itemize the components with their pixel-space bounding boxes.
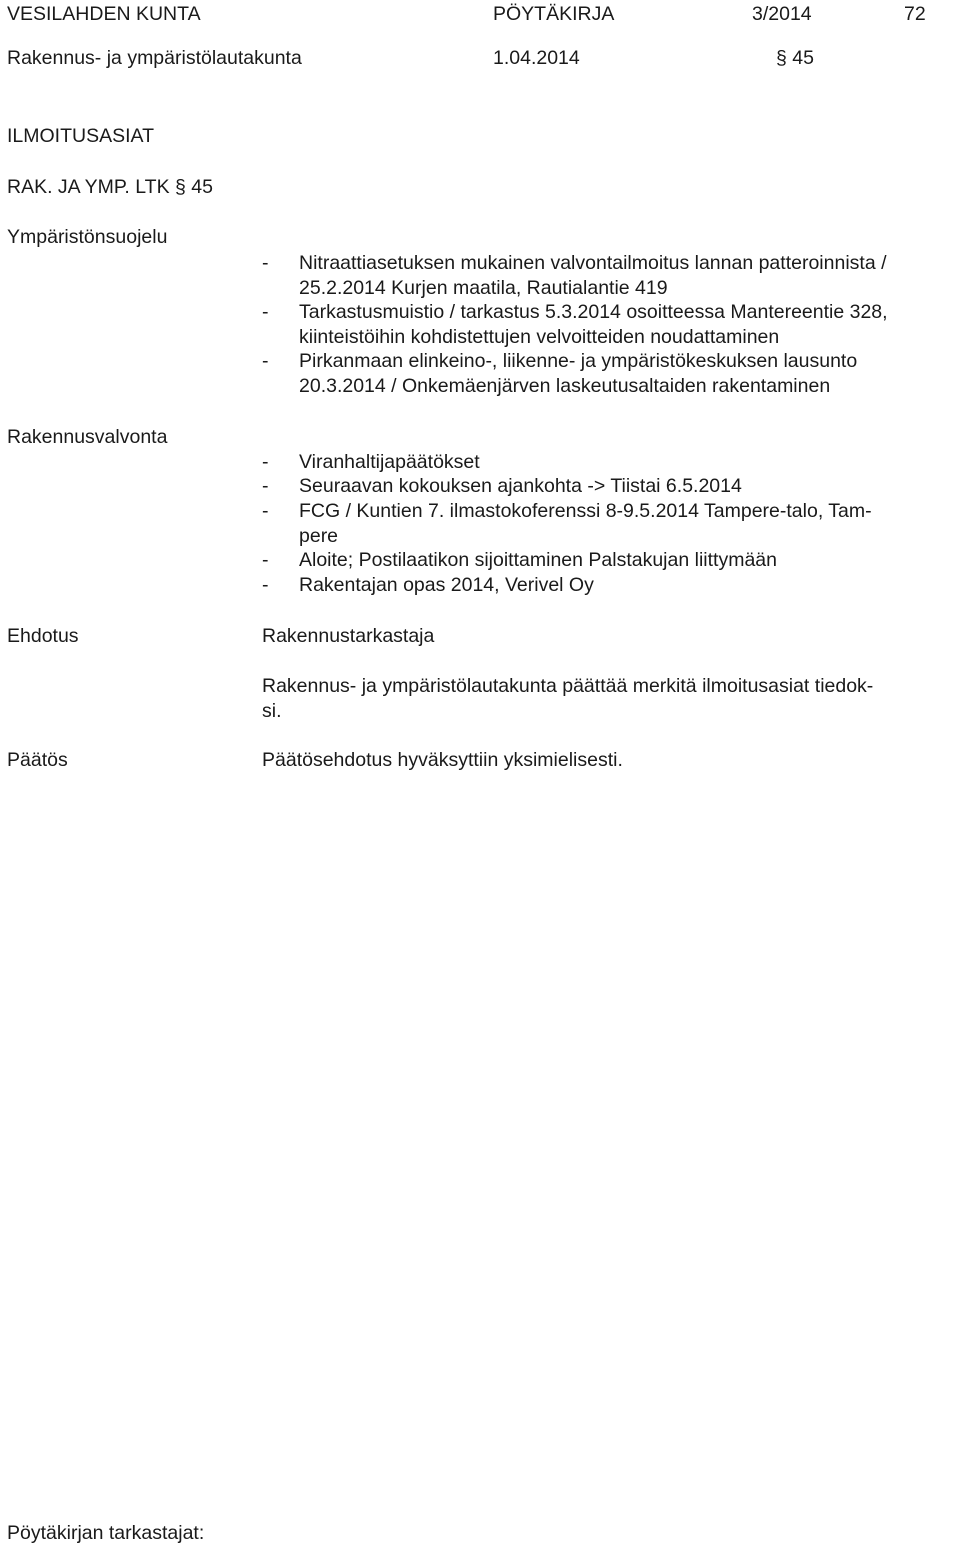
environment-heading: Ympäristönsuojelu [7, 226, 168, 248]
section-symbol: § [776, 47, 787, 69]
list-dash: - [262, 574, 269, 596]
list-item-text [299, 300, 888, 349]
decision-heading: Päätös [7, 749, 68, 771]
list-dash: - [262, 549, 269, 571]
proposal-presenter: Rakennustarkastaja [262, 625, 435, 647]
list-item-text [299, 499, 872, 548]
list-dash: - [262, 301, 269, 323]
list-item-text [299, 573, 594, 598]
list-item-text [299, 251, 887, 300]
proposal-line: Rakennus- ja ympäristölautakunta päättää merkitä ilmoitusasiat tiedok- [262, 675, 874, 697]
list-item-line: kiinteistöihin kohdistettujen velvoitteiden noudattaminen [299, 325, 780, 348]
municipality-name: VESILAHDEN KUNTA [7, 3, 201, 25]
list-item-text [299, 450, 480, 475]
list-item-line: Tarkastusmuistio / tarkastus 5.3.2014 osoitteessa Mantereentie 328, [299, 301, 888, 323]
list-item-text [299, 474, 742, 499]
building-heading: Rakennusvalvonta [7, 426, 168, 448]
page-number: 72 [904, 3, 926, 25]
list-item-line: pere [299, 524, 339, 547]
document-type: PÖYTÄKIRJA [493, 3, 615, 25]
reference-number: 45 [191, 176, 213, 198]
list-item-line: 20.3.2014 / Onkemäenjärven laskeutusaltaiden rakentaminen [299, 374, 831, 397]
reference-symbol: § [175, 176, 186, 198]
section-number: 45 [792, 47, 814, 69]
proposal-line: si. [262, 699, 282, 722]
reference-line [7, 175, 213, 199]
list-item-line: Pirkanmaan elinkeino-, liikenne- ja ympäristökeskuksen lausunto [299, 350, 858, 372]
list-item-line: Seuraavan kokouksen ajankohta -> Tiistai 6.5.2014 [299, 475, 742, 497]
list-item-text [299, 548, 777, 573]
section-ref [776, 46, 814, 70]
list-dash: - [262, 500, 269, 522]
page-title: ILMOITUSASIAT [7, 125, 154, 147]
list-item-text [299, 349, 857, 398]
reviewers-label: Pöytäkirjan tarkastajat: [7, 1522, 205, 1544]
list-dash: - [262, 350, 269, 372]
list-dash: - [262, 475, 269, 497]
decision-text: Päätösehdotus hyväksyttiin yksimielisesti. [262, 749, 623, 771]
meeting-date: 1.04.2014 [493, 47, 580, 69]
proposal-heading: Ehdotus [7, 625, 79, 647]
list-item-line: 25.2.2014 Kurjen maatila, Rautialantie 419 [299, 276, 668, 299]
document-number: 3/2014 [752, 3, 812, 25]
list-item-line: FCG / Kuntien 7. ilmastokoferenssi 8-9.5.2014 Tampere-talo, Tam- [299, 500, 872, 522]
list-item-line: Aloite; Postilaatikon sijoittaminen Palstakujan liittymään [299, 549, 777, 571]
reference-text: RAK. JA YMP. LTK [7, 176, 170, 198]
list-dash: - [262, 451, 269, 473]
list-dash: - [262, 252, 269, 274]
list-item-line: Nitraattiasetuksen mukainen valvontailmoitus lannan patteroinnista / [299, 252, 887, 274]
committee-name: Rakennus- ja ympäristölautakunta [7, 47, 302, 69]
proposal-text [262, 674, 873, 723]
list-item-line: Rakentajan opas 2014, Verivel Oy [299, 574, 594, 596]
list-item-line: Viranhaltijapäätökset [299, 451, 480, 473]
